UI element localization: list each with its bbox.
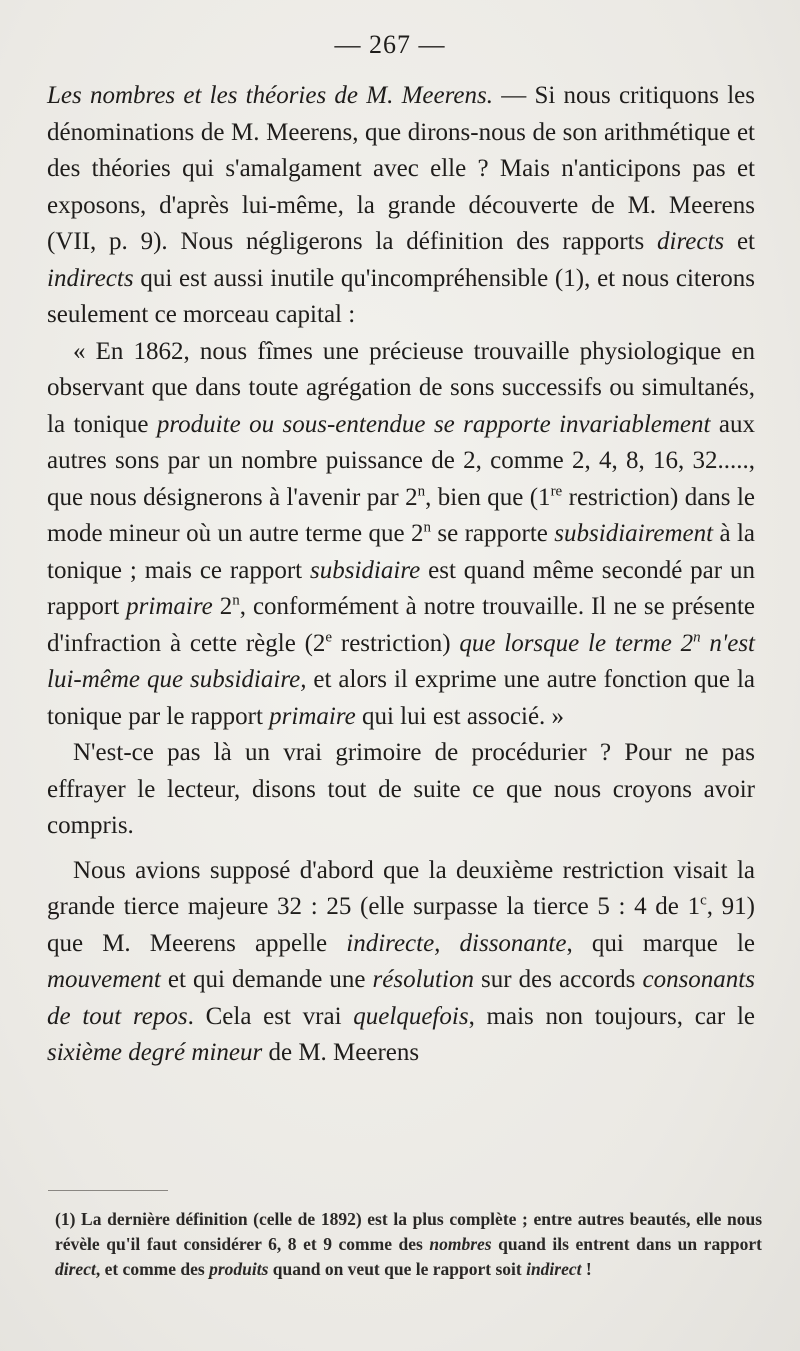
superscript: n bbox=[417, 483, 426, 500]
italic-run bbox=[693, 630, 701, 657]
italic-run: direct bbox=[55, 1259, 96, 1279]
italic-run: subsidiairement bbox=[554, 520, 714, 547]
italic-run: nombres bbox=[429, 1234, 492, 1254]
italic-run: sixième degré mineur bbox=[47, 1039, 263, 1066]
main-text bbox=[47, 78, 755, 1072]
superscript: n bbox=[423, 519, 432, 536]
italic-run: quelquefois bbox=[353, 1002, 469, 1030]
italic-run: produite ou sous-entendue se rapporte invariablement bbox=[156, 410, 711, 438]
italic-run: primaire bbox=[126, 593, 213, 620]
italic-run: subsidiaire bbox=[310, 556, 421, 584]
italic-run: résolution bbox=[372, 966, 474, 993]
italic-run: indirecte, dissonante bbox=[346, 929, 567, 957]
italic-run: primaire bbox=[269, 702, 356, 730]
italic-run: consonants de tout repos bbox=[47, 966, 755, 1030]
superscript: n bbox=[232, 592, 240, 609]
paragraph: Les nombres et les théories de M. Meerens. — Si nous critiquons les dénominations de M. Meerens, que dirons-nous de son arithmétique et des théories qui s'amalgament avec elle ? Mais n'anticipons pas et exposons, d'après lui-même, la grande découverte de M. Meerens (VII, p. 9). Nous négligerons la définition des rapports directs et indirects qui est aussi inutile qu'incompréhensible (1), et nous citerons seulement ce morceau capital : bbox=[47, 82, 755, 328]
italic-run: indirect bbox=[526, 1259, 582, 1279]
paragraph: Nous avions supposé d'abord que la deuxième restriction visait la grande tierce majeure 32 : 25 (elle surpasse la tierce 5 : 4 de 1$^c$, 91) que M. Meerens appelle indirecte, dissonante, qui marque le mouvement et qui demande une résolution sur des accords consonants de tout repos. Cela est vrai quelquefois, mais non toujours, car le sixième degré mineur de M. Meerens bbox=[47, 856, 756, 1066]
superscript: re bbox=[550, 483, 563, 500]
italic-run: directs bbox=[657, 228, 725, 255]
paragraph: N'est-ce pas là un vrai grimoire de procédurier ? Pour ne pas effrayer le lecteur, disons tout de suite ce que nous croyons avoir compris. bbox=[47, 739, 755, 839]
paragraph: « En 1862, nous fîmes une précieuse trouvaille physiologique en observant que dans toute agrégation de sons successifs ou simultanés, la tonique produite ou sous-entendue se rapporte invariablement aux autres sons par un nombre puissance de 2, comme 2, 4, 8, 16, 32....., que nous désignerons à l'avenir par 2$^n$, bien que (1re restriction) dans le mode mineur où un autre terme que 2$^n$ se rapporte subsidiairement à la tonique ; mais ce rapport subsidiaire est quand même secondé par un rapport primaire 2$^n$, conformément à notre trouvaille. Il ne se présente d'infraction à cette règle (2e restriction) que lorsque le terme 2$^n$ n'est lui-même que subsidiaire, et alors il exprime une autre fonction que la tonique par le rapport primaire qui lui est associé. » bbox=[47, 337, 756, 730]
footnote bbox=[55, 1207, 762, 1282]
page-number: — 267 — bbox=[334, 30, 446, 59]
footnote-text: (1) La dernière définition (celle de 1892) est la plus complète ; entre autres beautés, elle nous révèle qu'il faut considérer 6, 8 et 9 comme des nombres quand ils entrent dans un rapport direct, et comme des produits quand on veut que le rapport soit indirect ! bbox=[55, 1209, 763, 1279]
italic-run: n'est lui-même que subsidiaire, bbox=[47, 629, 756, 693]
italic-run: que lorsque le terme 2 bbox=[459, 629, 694, 657]
italic-run: indirects bbox=[47, 264, 134, 292]
italic-run: produits bbox=[209, 1259, 269, 1279]
superscript: c bbox=[700, 892, 707, 909]
superscript: n bbox=[693, 629, 701, 646]
footnote-divider bbox=[48, 1190, 168, 1191]
superscript: e bbox=[325, 629, 333, 646]
italic-run: Les nombres et les théories de M. Meerens. bbox=[47, 82, 493, 109]
italic-run: mouvement bbox=[47, 966, 161, 993]
